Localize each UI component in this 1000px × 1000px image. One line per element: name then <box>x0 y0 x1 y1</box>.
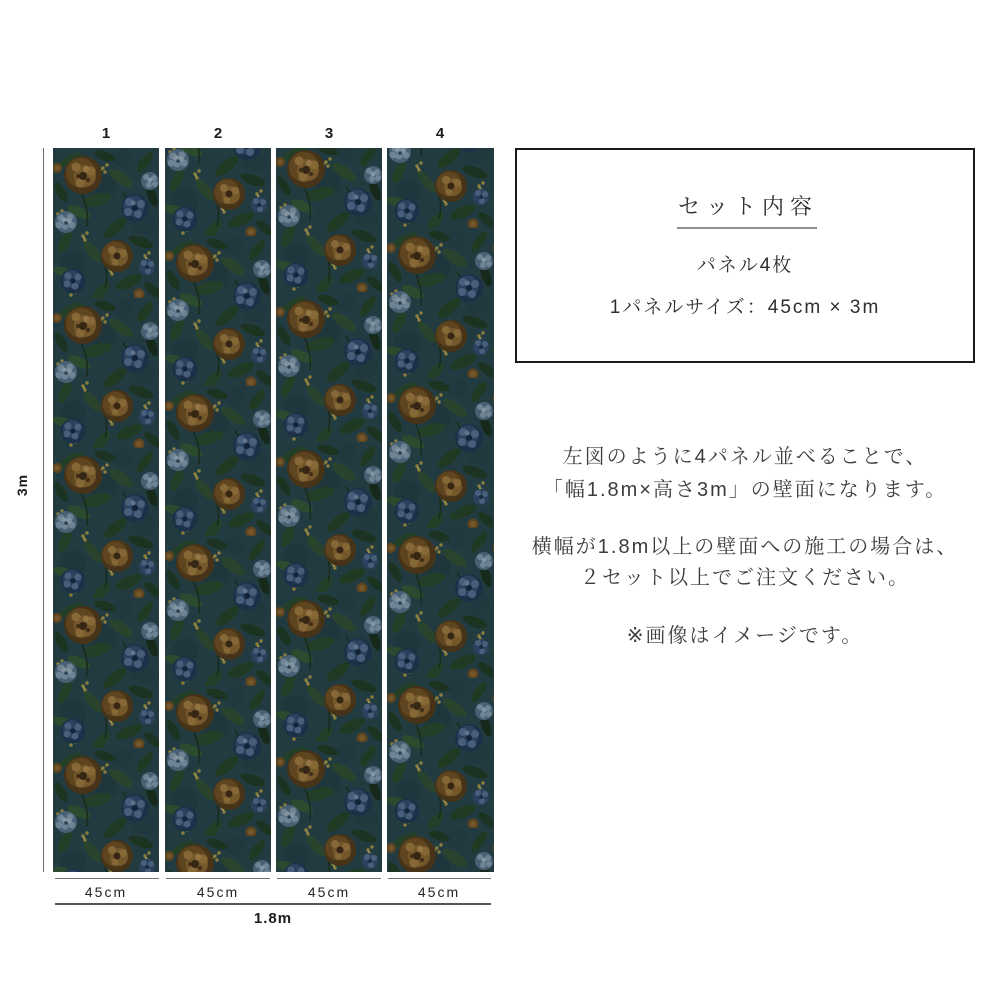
height-label: 3m <box>14 473 30 497</box>
desc-p1-line1: 左図のように4パネル並べることで、 <box>562 446 928 468</box>
width-measure-line-3 <box>277 878 381 879</box>
set-contents-box <box>515 148 975 363</box>
total-width-line <box>55 903 491 905</box>
width-measure-line-4 <box>388 878 491 879</box>
width-measure-line-2 <box>166 878 270 879</box>
width-measure-line-1 <box>55 878 159 879</box>
panel-number-4: 4 <box>435 125 445 142</box>
panel-number-1: 1 <box>101 125 111 142</box>
description-paragraph-1 <box>505 441 985 507</box>
title-underline <box>677 227 817 229</box>
panel-number-3: 3 <box>324 125 334 142</box>
width-label-3: 45cm <box>307 884 351 900</box>
description-paragraph-2 <box>505 532 985 594</box>
total-width-label: 1.8m <box>253 910 293 927</box>
desc-p2-line1: 横幅が1.8m以上の壁面への施工の場合は、 <box>531 536 959 558</box>
image-note: ※画像はイメージです。 <box>626 625 864 647</box>
set-contents-title: セット内容 <box>677 194 818 219</box>
desc-p1-line2: 「幅1.8m×高さ3m」の壁面になります。 <box>542 479 948 501</box>
panel-size-text: 1パネルサイズ：45cm × 3m <box>609 297 881 318</box>
desc-p2-line2: ２セット以上でご注文ください。 <box>580 567 910 589</box>
width-label-4: 45cm <box>417 884 461 900</box>
width-label-2: 45cm <box>196 884 240 900</box>
width-label-1: 45cm <box>84 884 128 900</box>
panel-count-text: パネル4枚 <box>696 255 794 276</box>
panel-number-2: 2 <box>213 125 223 142</box>
height-measure-line <box>43 148 44 872</box>
wallpaper-panels <box>53 148 494 872</box>
